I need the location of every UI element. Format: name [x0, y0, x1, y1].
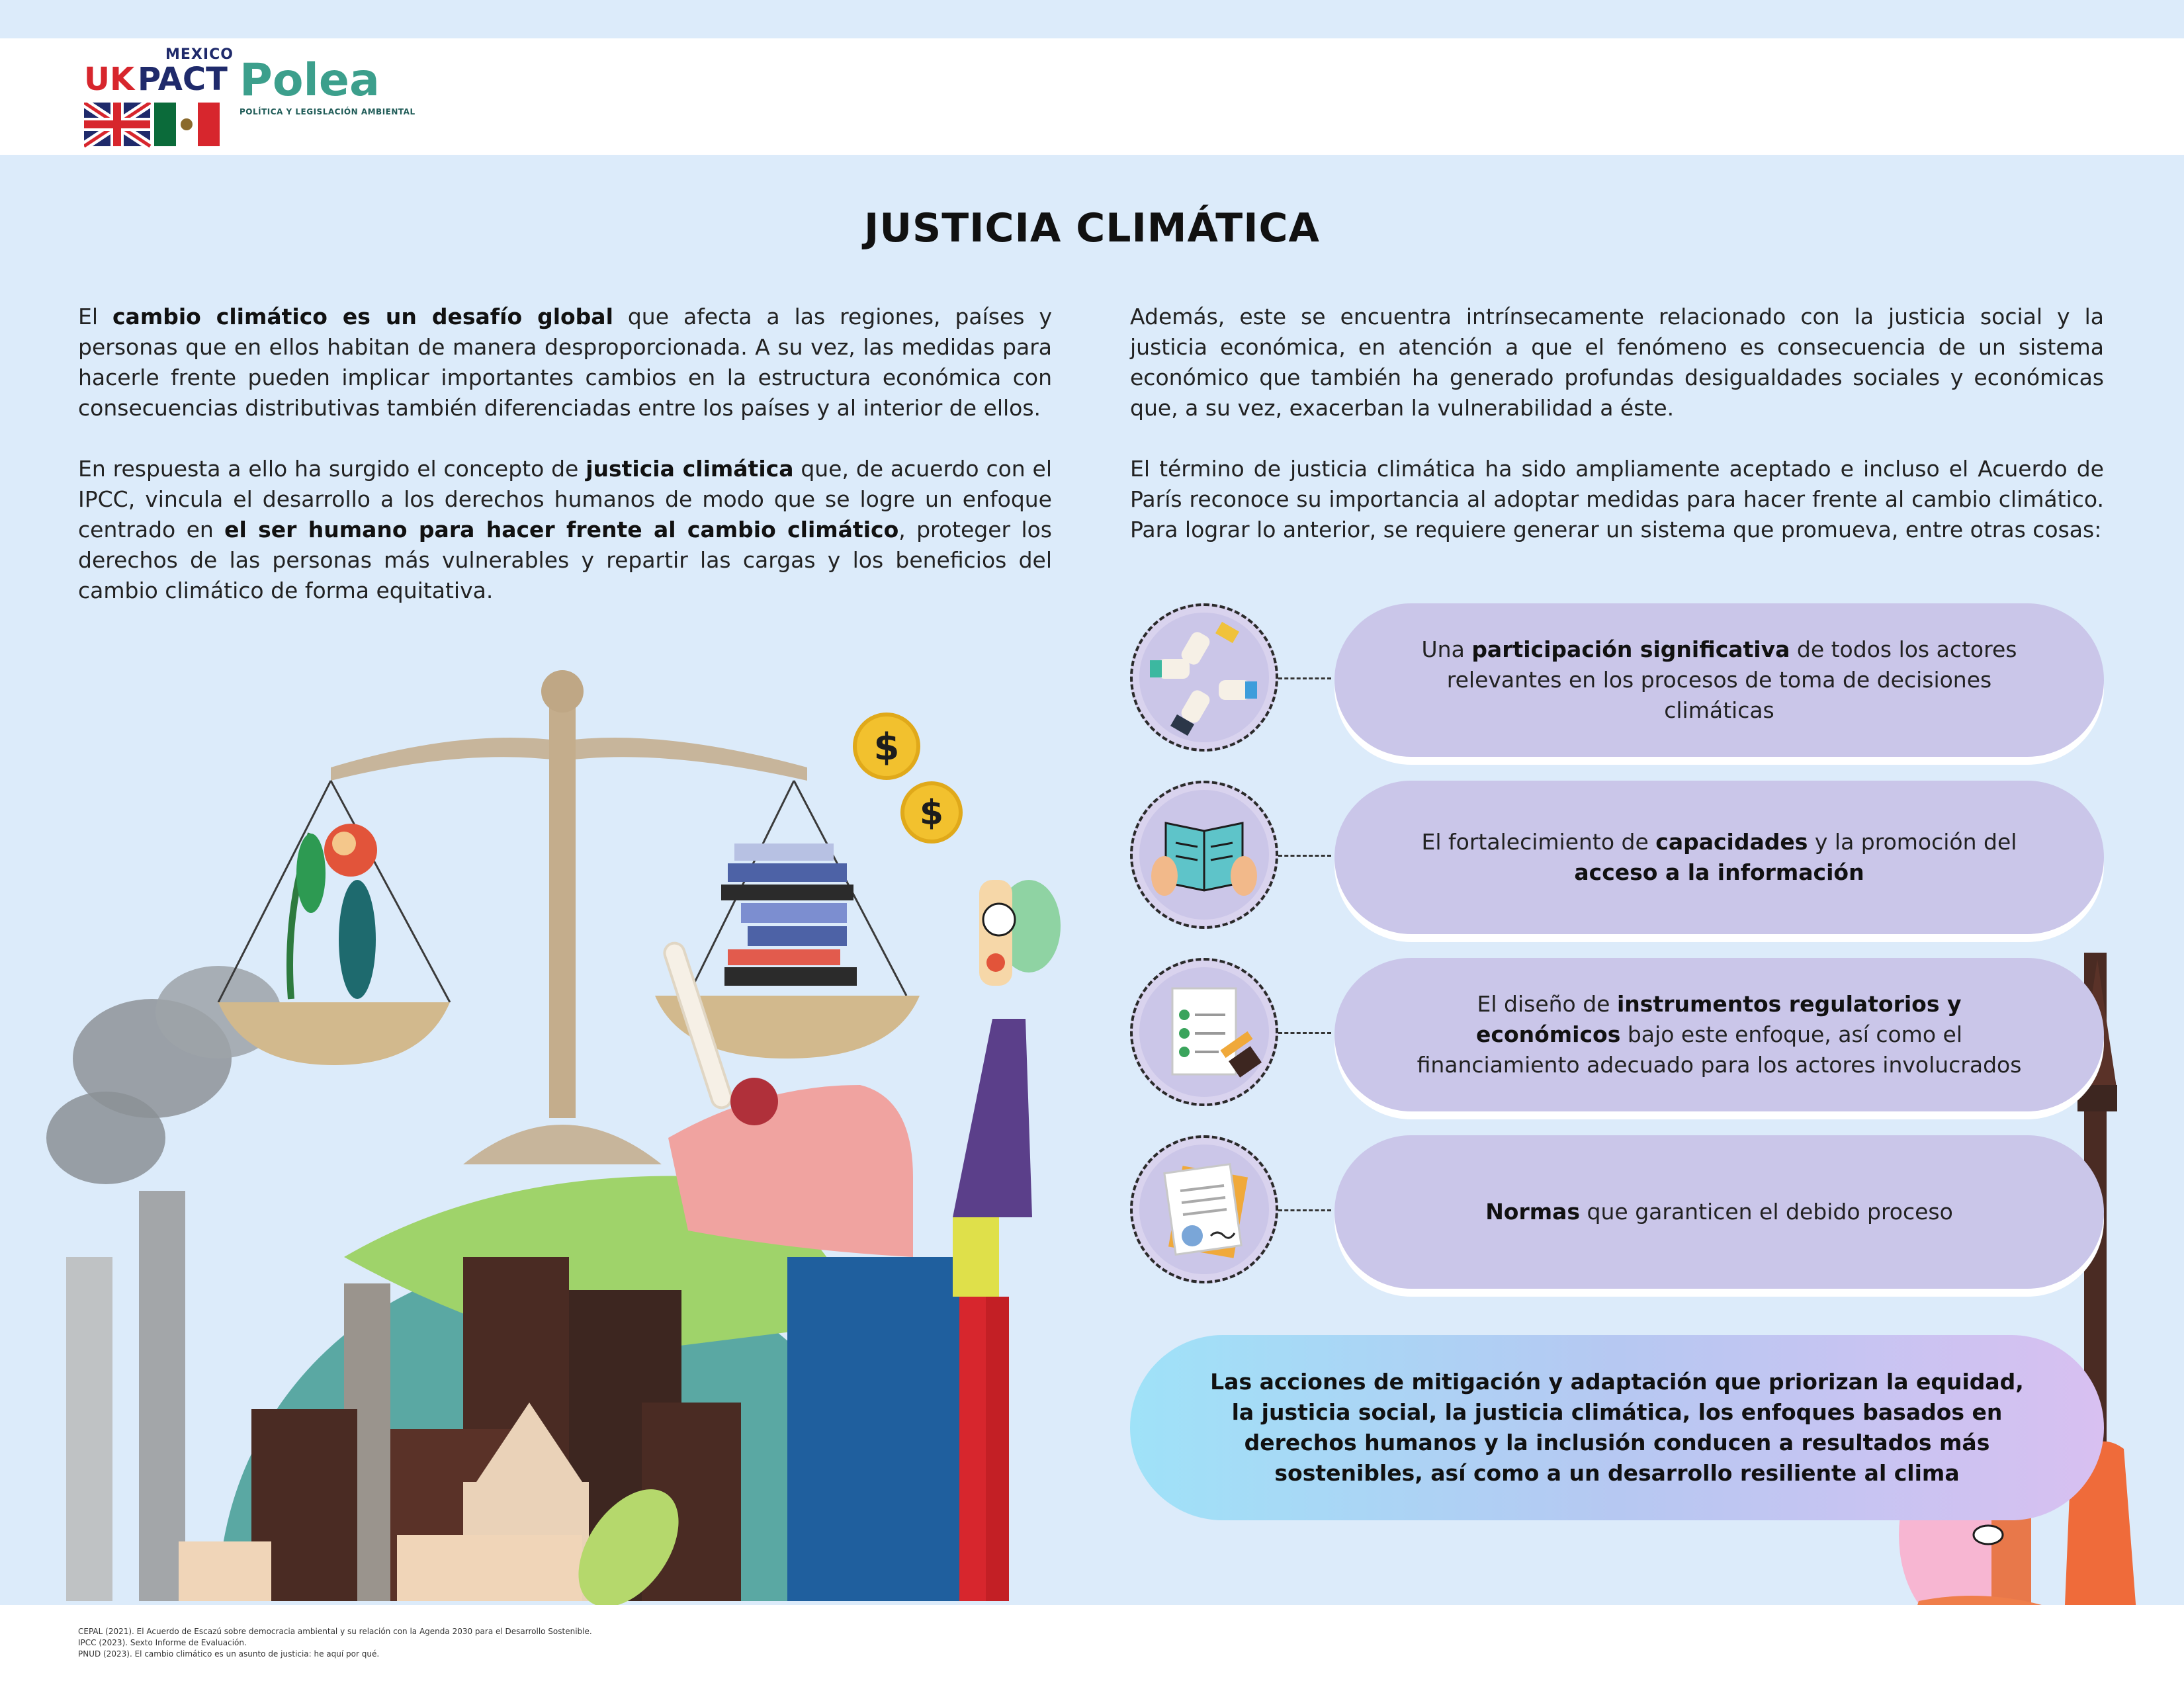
item-pill-3	[1334, 958, 2104, 1111]
item-pill-1	[1334, 603, 2104, 757]
reference-item: PNUD (2023). El cambio climático es un asunto de justicia: he aquí por qué.	[78, 1649, 380, 1659]
book-icon	[1146, 797, 1262, 913]
left-paragraph-2: En respuesta a ello ha surgido el concepto de justicia climática que, de acuerdo con el IPCC, vincula el desarrollo a los derechos humanos de modo que se logre un enfoque centrado en el ser humano para hacer frente al cambio climático, proteger los derechos de las personas más vulnerables y repartir las cargas y los beneficios del cambio climático de forma equitativa.	[78, 456, 1053, 603]
polea-logo-subtitle: POLÍTICA Y LEGISLACIÓN AMBIENTAL	[240, 107, 415, 116]
coin-symbol: $	[873, 726, 900, 769]
item-circle-1	[1130, 603, 1278, 752]
page-title: JUSTICIA CLIMÁTICA	[864, 205, 1320, 251]
coin-symbol: $	[919, 793, 944, 833]
item-connector-2	[1278, 855, 1331, 857]
conclusion-banner: Las acciones de mitigación y adaptación que priorizan la equidad, la justicia social, la justicia climática, los enfoques basados en derechos humanos y la inclusión conducen a resultados más sostenibles, así como a un desarrollo resiliente al clima	[1130, 1335, 2104, 1520]
references	[78, 1626, 592, 1660]
document-seal-icon	[1146, 1151, 1262, 1268]
item-circle-2	[1130, 781, 1278, 929]
item-text-3: El diseño de instrumentos regulatorios y económicos bajo este enfoque, así como el financiamiento adecuado para los actores involucrados	[1417, 991, 2022, 1078]
right-paragraph-2: El término de justicia climática ha sido ampliamente aceptado e incluso el Acuerdo de París reconoce su importancia al adoptar medidas para hacer frente al cambio climático. Para lograr lo anterior, se requiere generar un sistema que promueva, entre otras cosas:	[1130, 456, 2104, 542]
reference-item: IPCC (2023). Sexto Informe de Evaluación.	[78, 1638, 247, 1647]
logo-mexico-text: MEXICO	[165, 46, 234, 63]
woman-figure-icon	[953, 880, 1061, 1601]
item-connector-1	[1278, 677, 1331, 679]
plant-icon	[290, 824, 377, 999]
coin-icon	[855, 714, 961, 842]
hands-icon	[1146, 619, 1262, 736]
left-paragraph-1: El cambio climático es un desafío global que afecta a las regiones, países y personas que en ellos habitan de manera desproporcionada. A su vez, las medidas para hacerle frente pueden implicar importantes cambios en la estructura económica con consecuencias distributivas también diferenciadas entre los países y al interior de ellos.	[78, 304, 1052, 421]
item-text-1: Una participación significativa de todos los actores relevantes en los procesos de toma de decisiones climáticas	[1421, 636, 2017, 723]
item-connector-3	[1278, 1032, 1331, 1034]
reference-item: CEPAL (2021). El Acuerdo de Escazú sobre democracia ambiental y su relación con la Agenda 2030 para el Desarrollo Sostenible.	[78, 1627, 592, 1636]
item-text-2: El fortalecimiento de capacidades y la promoción del acceso a la información	[1421, 829, 2017, 885]
item-circle-4	[1130, 1135, 1278, 1283]
right-paragraph-1: Además, este se encuentra intrínsecamente relacionado con la justicia social y la justicia económica, en atención a que el fenómeno es consecuencia de un sistema económico que también ha generado profundas desigualdades sociales y económicas que, a su vez, exacerban la vulnerabilidad a éste.	[1130, 304, 2104, 421]
item-pill-2	[1334, 781, 2104, 934]
checklist-icon	[1146, 974, 1262, 1090]
books-icon	[721, 844, 857, 986]
logo-uk-text: UK	[84, 61, 135, 98]
item-pill-4	[1334, 1135, 2104, 1289]
item-connector-4	[1278, 1209, 1331, 1211]
logo-pact-text: PACT	[138, 61, 228, 98]
polea-logo-name: Polea	[240, 54, 380, 107]
item-circle-3	[1130, 958, 1278, 1106]
item-text-4: Normas que garanticen el debido proceso	[1485, 1199, 1953, 1225]
